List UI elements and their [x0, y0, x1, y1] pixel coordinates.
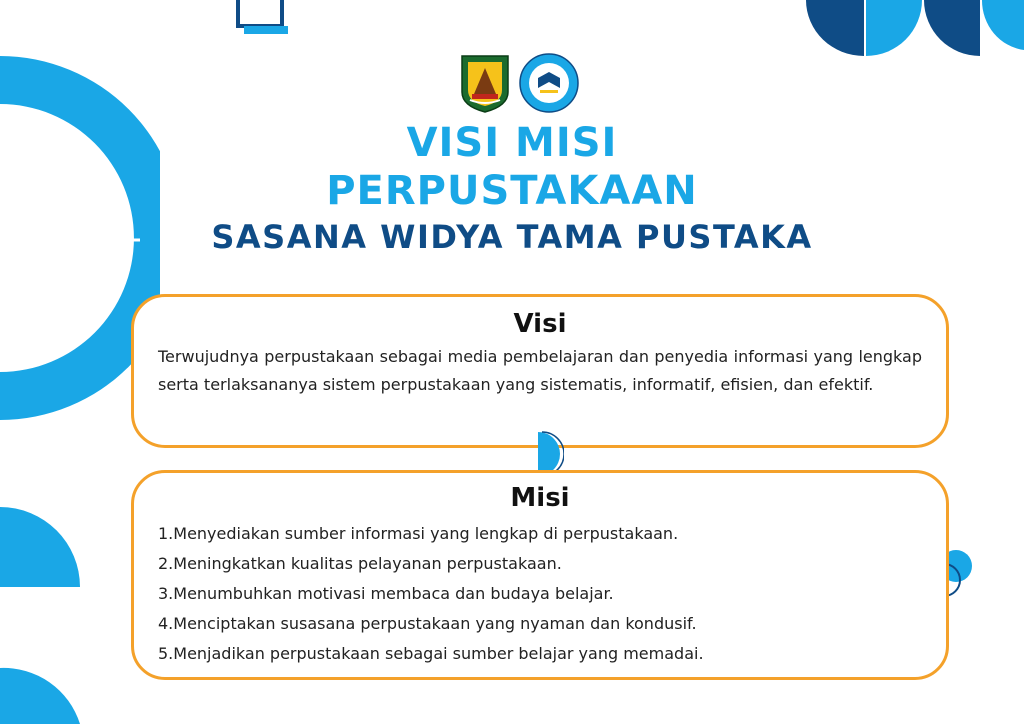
misi-heading: Misi [510, 483, 570, 513]
semicircle-3 [924, 0, 980, 56]
top-right-semicircles-decoration [806, 0, 1024, 60]
list-item: 3.Menumbuhkan motivasi membaca dan budaya belajar. [158, 584, 614, 603]
visi-heading: Visi [513, 309, 567, 339]
list-item: 1.Menyediakan sumber informasi yang lengkap di perpustakaan. [158, 524, 679, 543]
misi-list [158, 519, 946, 669]
library-seal-icon [518, 52, 580, 114]
list-item: 5.Menjadikan perpustakaan sebagai sumber belajar yang memadai. [158, 644, 704, 663]
page-title-line1: VISI MISI [406, 120, 618, 166]
page-title-line3: SASANA WIDYA TAMA PUSTAKA [211, 218, 813, 256]
list-item: 2.Meningkatkan kualitas pelayanan perpustakaan. [158, 554, 562, 573]
visi-text: Terwujudnya perpustakaan sebagai media pembelajaran dan penyedia informasi yang lengkap serta terlaksananya sistem perpustakaan yang sistematis, informatif, efisien, dan efektif. [158, 347, 922, 394]
top-square-outline [238, 0, 282, 26]
visi-card [131, 294, 949, 448]
misi-card [131, 470, 949, 680]
left-half-circle-bottom [0, 668, 80, 724]
top-square-shadow [244, 26, 288, 34]
top-square-decoration [234, 0, 290, 36]
semicircle-2 [866, 0, 922, 56]
semicircle-1 [806, 0, 864, 56]
semicircle-4 [982, 0, 1024, 50]
left-half-circle-middle [0, 507, 80, 587]
page-title-line2: PERPUSTAKAAN [326, 168, 698, 214]
list-item: 4.Menciptakan susasana perpustakaan yang nyaman dan kondusif. [158, 614, 697, 633]
regional-emblem-icon [458, 54, 512, 114]
